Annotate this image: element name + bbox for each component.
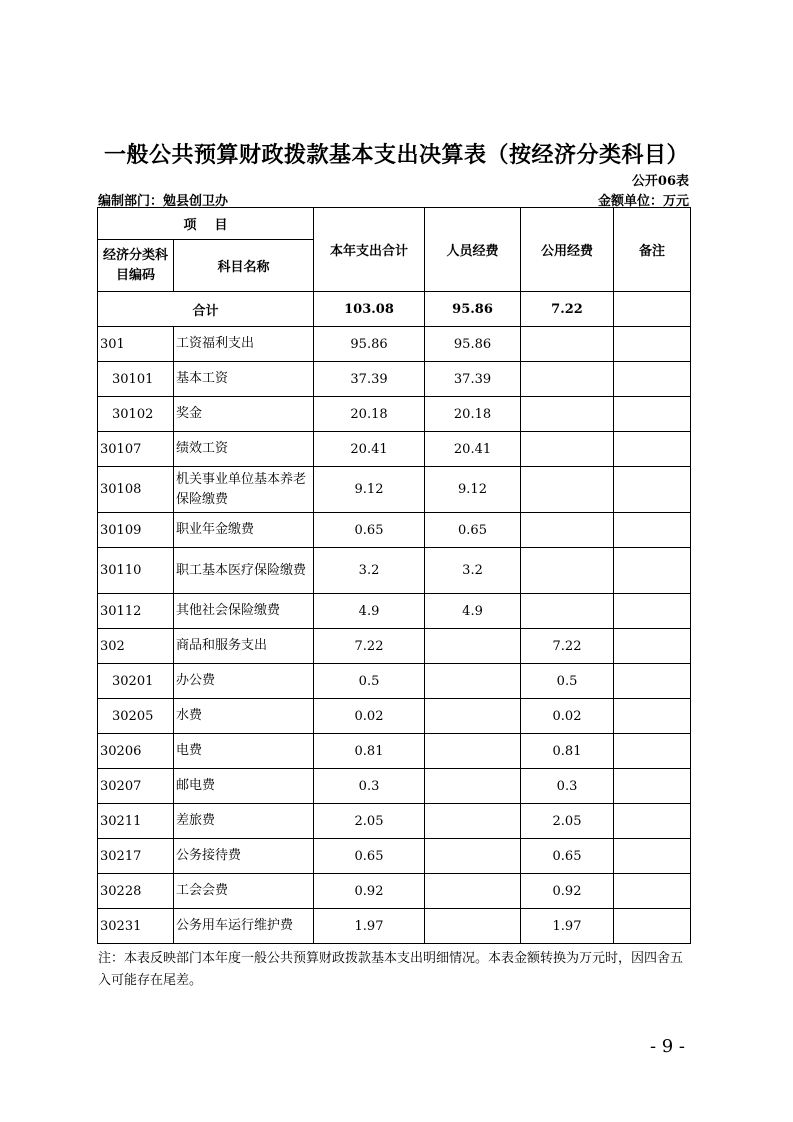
row-total: 0.5 (314, 664, 425, 699)
row-total: 0.3 (314, 769, 425, 804)
header-name: 科目名称 (174, 240, 314, 292)
row-total: 20.18 (314, 397, 425, 432)
table-row (98, 362, 691, 397)
row-personnel (425, 874, 521, 909)
row-personnel (425, 699, 521, 734)
row-public (521, 513, 614, 548)
row-public: 0.5 (521, 664, 614, 699)
row-code: 30112 (98, 594, 174, 629)
row-public: 0.65 (521, 839, 614, 874)
form-number: 公开06表 (631, 174, 689, 189)
row-personnel (425, 909, 521, 944)
row-personnel: 20.18 (425, 397, 521, 432)
row-personnel: 0.65 (425, 513, 521, 548)
row-personnel (425, 629, 521, 664)
row-code: 30201 (98, 664, 174, 699)
total-public: 7.22 (521, 292, 614, 327)
row-remark (614, 804, 691, 839)
row-code: 30107 (98, 432, 174, 467)
row-personnel: 95.86 (425, 327, 521, 362)
page-number: - 9 - (649, 1036, 685, 1057)
table-row (98, 594, 691, 629)
row-name: 机关事业单位基本养老保险缴费 (174, 467, 314, 513)
row-remark (614, 909, 691, 944)
row-name: 工资福利支出 (174, 327, 314, 362)
row-remark (614, 362, 691, 397)
header-remark: 备注 (614, 208, 691, 292)
row-total: 0.81 (314, 734, 425, 769)
row-public (521, 467, 614, 513)
amount-unit-label: 金额单位：万元 (597, 194, 689, 209)
table-row (98, 629, 691, 664)
row-name: 其他社会保险缴费 (174, 594, 314, 629)
row-name: 公务接待费 (174, 839, 314, 874)
row-total: 7.22 (314, 629, 425, 664)
row-personnel (425, 769, 521, 804)
row-name: 办公费 (174, 664, 314, 699)
table-row (98, 513, 691, 548)
row-public: 0.02 (521, 699, 614, 734)
row-name: 奖金 (174, 397, 314, 432)
page-title: 一般公共预算财政拨款基本支出决算表（按经济分类科目） (103, 143, 689, 168)
total-sum: 103.08 (314, 292, 425, 327)
row-public: 1.97 (521, 909, 614, 944)
row-public (521, 548, 614, 594)
table-row (98, 734, 691, 769)
row-public: 2.05 (521, 804, 614, 839)
row-remark (614, 467, 691, 513)
row-code: 30211 (98, 804, 174, 839)
table-row (98, 432, 691, 467)
row-total: 0.02 (314, 699, 425, 734)
row-remark (614, 874, 691, 909)
table-row (98, 699, 691, 734)
row-personnel (425, 804, 521, 839)
row-remark (614, 594, 691, 629)
row-public (521, 432, 614, 467)
row-personnel (425, 664, 521, 699)
row-personnel: 37.39 (425, 362, 521, 397)
row-total: 2.05 (314, 804, 425, 839)
footnote: 注：本表反映部门本年度一般公共预算财政拨款基本支出明细情况。本表金额转换为万元时，因四舍五入可能存在尾差。 (98, 951, 684, 988)
row-remark (614, 769, 691, 804)
row-total: 0.65 (314, 513, 425, 548)
row-name: 电费 (174, 734, 314, 769)
row-total: 0.65 (314, 839, 425, 874)
row-code: 30228 (98, 874, 174, 909)
row-name: 职工基本医疗保险缴费 (174, 548, 314, 594)
table-row (98, 548, 691, 594)
row-personnel: 4.9 (425, 594, 521, 629)
row-remark (614, 629, 691, 664)
row-total: 3.2 (314, 548, 425, 594)
row-total: 37.39 (314, 362, 425, 397)
row-name: 公务用车运行维护费 (174, 909, 314, 944)
row-public: 0.3 (521, 769, 614, 804)
row-code: 30205 (98, 699, 174, 734)
row-code: 301 (98, 327, 174, 362)
table-row (98, 874, 691, 909)
row-code: 30108 (98, 467, 174, 513)
row-total: 1.97 (314, 909, 425, 944)
row-public (521, 594, 614, 629)
row-remark (614, 327, 691, 362)
header-total: 本年支出合计 (314, 208, 425, 292)
row-code: 30217 (98, 839, 174, 874)
table-row (98, 467, 691, 513)
row-name: 绩效工资 (174, 432, 314, 467)
table-row (98, 769, 691, 804)
row-code: 30101 (98, 362, 174, 397)
row-remark (614, 699, 691, 734)
row-remark (614, 397, 691, 432)
table-row (98, 397, 691, 432)
row-total: 9.12 (314, 467, 425, 513)
row-total: 95.86 (314, 327, 425, 362)
total-label: 合计 (98, 292, 314, 327)
expenditure-table (97, 207, 691, 944)
row-name: 邮电费 (174, 769, 314, 804)
total-row (98, 292, 691, 327)
row-code: 30110 (98, 548, 174, 594)
row-name: 基本工资 (174, 362, 314, 397)
row-code: 30207 (98, 769, 174, 804)
table-row (98, 839, 691, 874)
row-name: 差旅费 (174, 804, 314, 839)
row-remark (614, 664, 691, 699)
row-code: 302 (98, 629, 174, 664)
row-public: 0.81 (521, 734, 614, 769)
header-personnel: 人员经费 (425, 208, 521, 292)
row-code: 30109 (98, 513, 174, 548)
row-total: 4.9 (314, 594, 425, 629)
header-public: 公用经费 (521, 208, 614, 292)
row-code: 30206 (98, 734, 174, 769)
department-label: 编制部门：勉县创卫办 (98, 194, 229, 209)
row-code: 30102 (98, 397, 174, 432)
table-row (98, 804, 691, 839)
row-name: 工会会费 (174, 874, 314, 909)
row-personnel: 3.2 (425, 548, 521, 594)
header-code: 经济分类科目编码 (98, 240, 174, 292)
table-row (98, 664, 691, 699)
row-personnel: 9.12 (425, 467, 521, 513)
total-remark (614, 292, 691, 327)
table-row (98, 327, 691, 362)
row-public: 7.22 (521, 629, 614, 664)
header-item: 项 目 (98, 208, 314, 240)
row-public (521, 327, 614, 362)
row-name: 职业年金缴费 (174, 513, 314, 548)
total-personnel: 95.86 (425, 292, 521, 327)
table-row (98, 909, 691, 944)
row-remark (614, 432, 691, 467)
row-code: 30231 (98, 909, 174, 944)
row-name: 水费 (174, 699, 314, 734)
row-name: 商品和服务支出 (174, 629, 314, 664)
row-personnel: 20.41 (425, 432, 521, 467)
row-public (521, 362, 614, 397)
row-total: 0.92 (314, 874, 425, 909)
row-remark (614, 513, 691, 548)
row-personnel (425, 839, 521, 874)
row-remark (614, 839, 691, 874)
row-public (521, 397, 614, 432)
row-remark (614, 548, 691, 594)
row-total: 20.41 (314, 432, 425, 467)
row-remark (614, 734, 691, 769)
row-personnel (425, 734, 521, 769)
row-public: 0.92 (521, 874, 614, 909)
